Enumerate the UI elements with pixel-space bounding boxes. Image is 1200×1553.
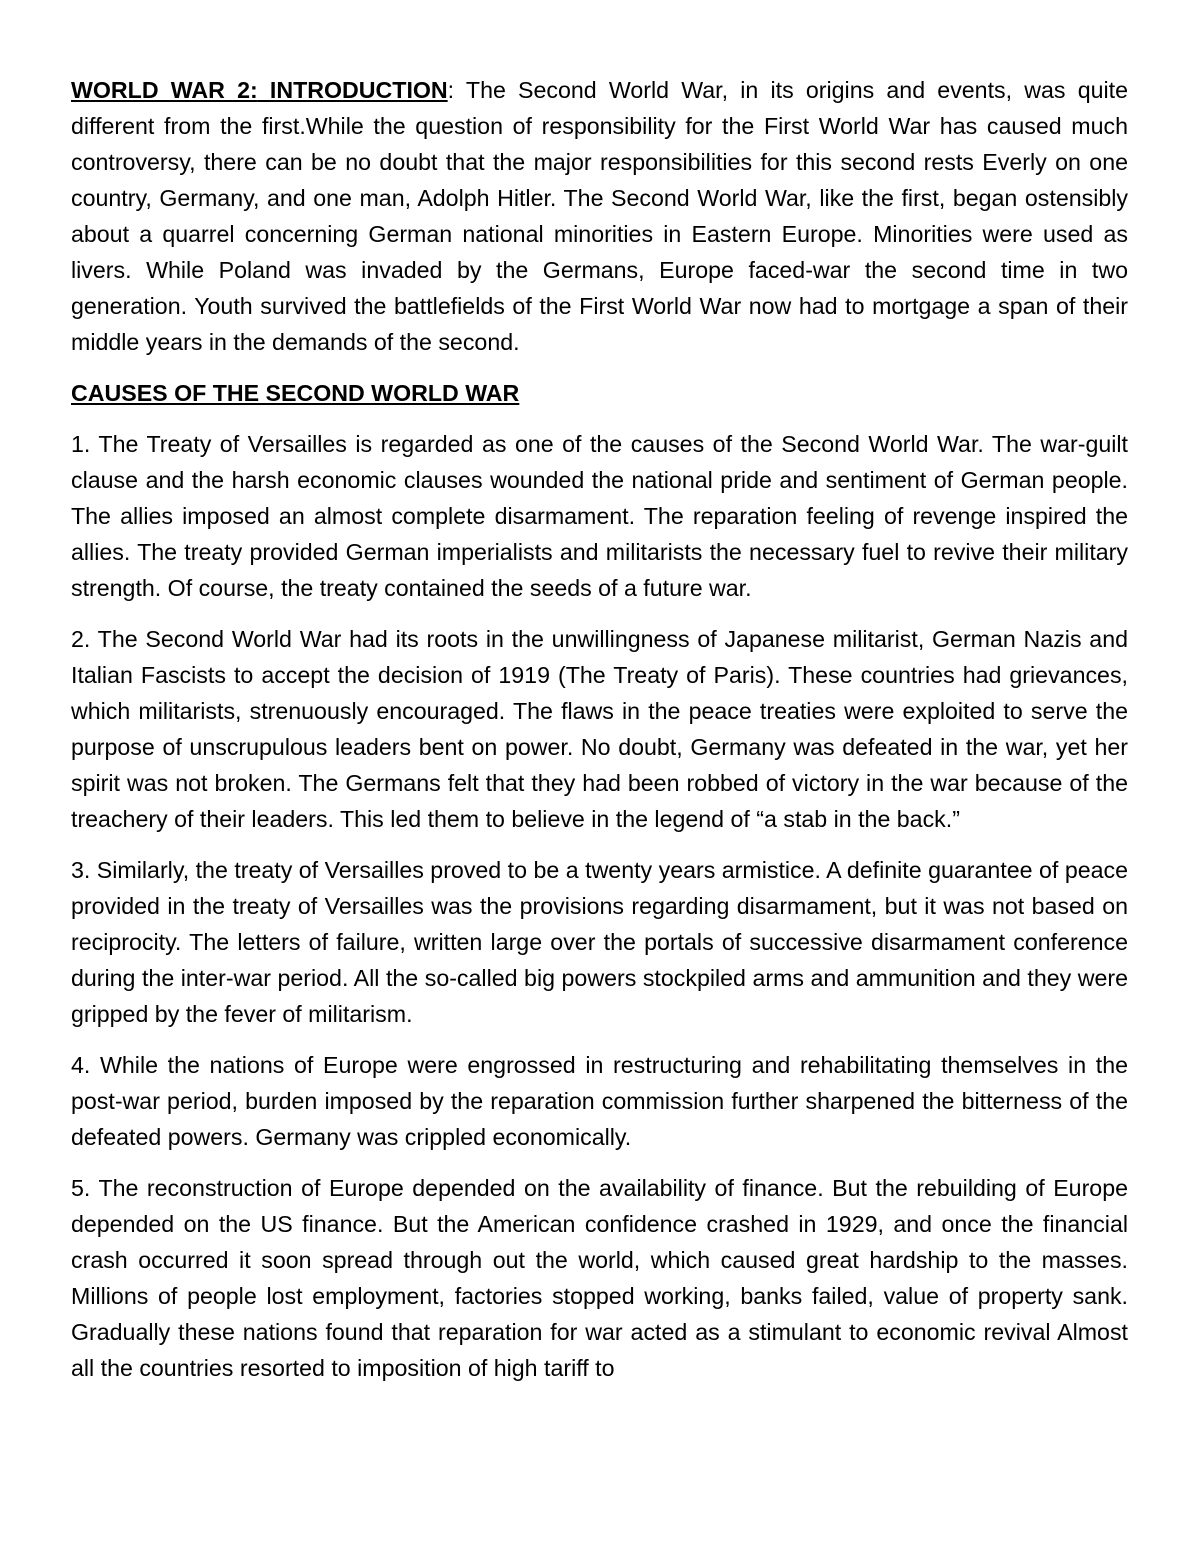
cause-paragraph-3: 3. Similarly, the treaty of Versailles proved to be a twenty years armistice. A definite guarantee of peace provided in the treaty of Versailles was the provisions regarding disarmament, but it was not based on reciprocity. The letters of failure, written large over the portals of successive disarmament conference during the inter-war period. All the so-called big powers stockpiled arms and ammunition and they were gripped by the fever of militarism. [71,857,1128,1027]
intro-text: : The Second World War, in its origins and events, was quite different from the first.While the question of responsibility for the First World War has caused much controversy, there can be no doubt that the major responsibilities for this second rests Everly on one country, Germany, and one man, Adolph Hitler. The Second World War, like the first, began ostensibly about a quarrel concerning German national minorities in Eastern Europe. Minorities were used as livers. While Poland was invaded by the Germans, Europe faced-war the second time in two generation. Youth survived the battlefields of the First World War now had to mortgage a span of their middle years in the demands of the second. [71,77,1128,355]
cause-paragraph-4: 4. While the nations of Europe were engrossed in restructuring and rehabilitating themselves in the post-war period, burden imposed by the reparation commission further sharpened the bitterness of the defeated powers. Germany was crippled economically. [71,1052,1128,1150]
intro-label-introduction: INTRODUCTION [257,77,448,103]
intro-paragraph [71,72,1128,360]
cause-paragraph-5: 5. The reconstruction of Europe depended on the availability of finance. But the rebuilding of Europe depended on the US finance. But the American confidence crashed in 1929, and once the financial crash occurred it soon spread through out the world, which caused great hardship to the masses. Millions of people lost employment, factories stopped working, banks failed, value of property sank. Gradually these nations found that reparation for war acted as a stimulant to economic revival Almost all the countries resorted to imposition of high tariff to [71,1175,1128,1381]
document-page [71,72,1128,1401]
intro-label-world-war: WORLD WAR 2: [71,77,258,103]
causes-heading: CAUSES OF THE SECOND WORLD WAR [71,380,520,406]
cause-paragraph-2: 2. The Second World War had its roots in the unwillingness of Japanese militarist, German Nazis and Italian Fascists to accept the decision of 1919 (The Treaty of Paris). These countries had grievances, which militarists, strenuously encouraged. The flaws in the peace treaties were exploited to serve the purpose of unscrupulous leaders bent on power. No doubt, Germany was defeated in the war, yet her spirit was not broken. The Germans felt that they had been robbed of victory in the war because of the treachery of their leaders. This led them to believe in the legend of “a stab in the back.” [71,626,1128,832]
cause-paragraph-1: 1. The Treaty of Versailles is regarded as one of the causes of the Second World War. The war-guilt clause and the harsh economic clauses wounded the national pride and sentiment of German people. The allies imposed an almost complete disarmament. The reparation feeling of revenge inspired the allies. The treaty provided German imperialists and militarists the necessary fuel to revive their military strength. Of course, the treaty contained the seeds of a future war. [71,431,1128,601]
